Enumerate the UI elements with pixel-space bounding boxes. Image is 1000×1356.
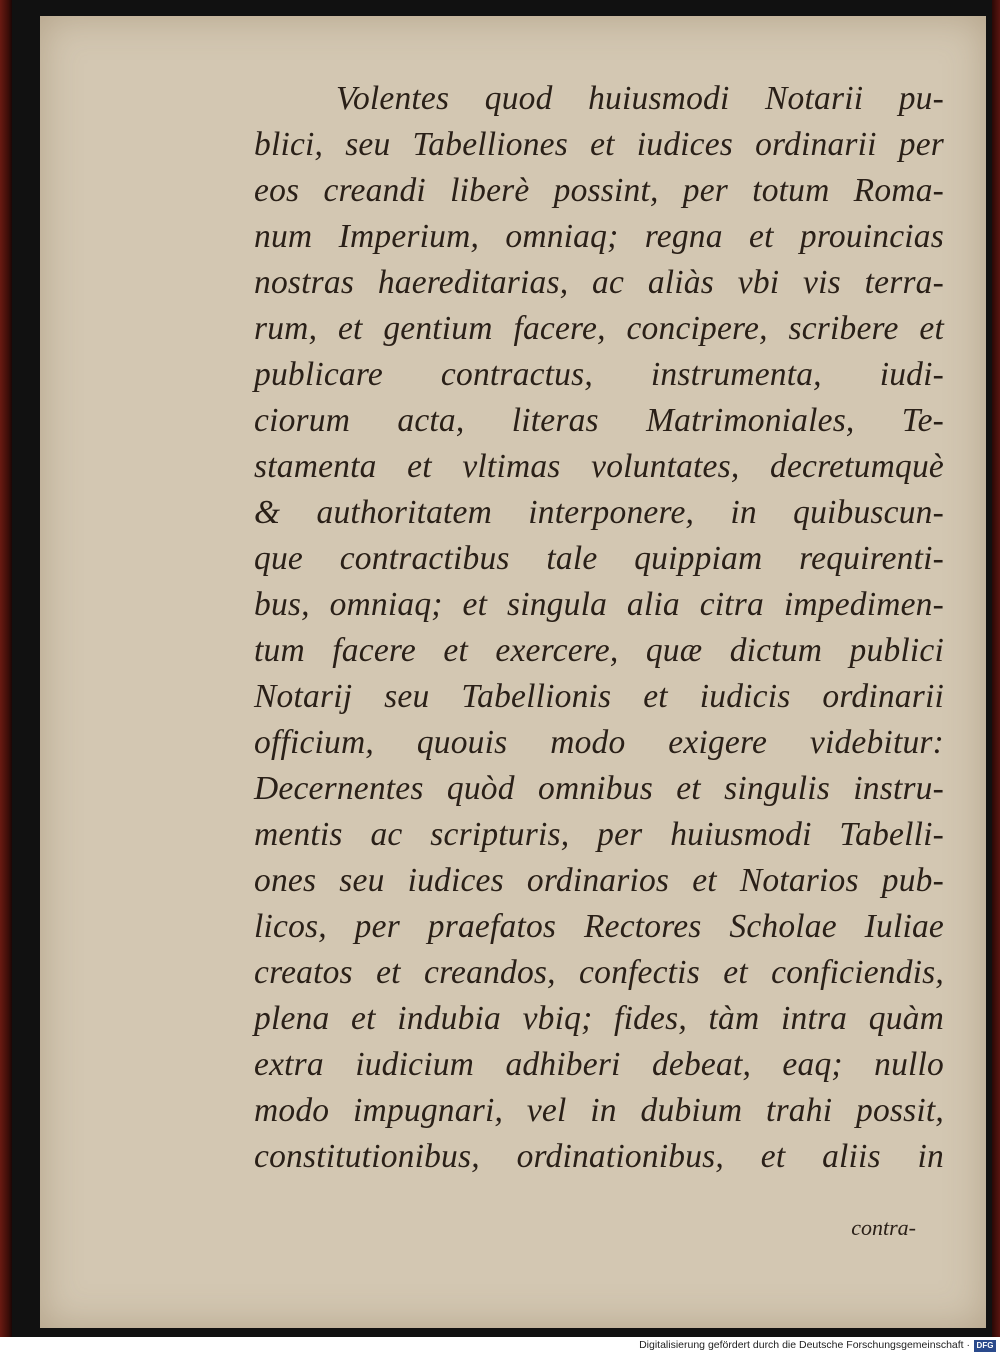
text-line: que contractibus tale quippiam requirenti- — [254, 540, 944, 577]
funding-notice: Digitalisierung gefördert durch die Deutsche Forschungsgemeinschaft · — [639, 1339, 970, 1351]
book-page — [40, 16, 986, 1328]
text-line: bus, omniaq; et singula alia citra impedimen- — [254, 586, 944, 623]
text-line: modo impugnari, vel in dubium trahi possit, — [254, 1092, 944, 1129]
footer-bar — [0, 1337, 1000, 1356]
text-line: constitutionibus, ordinationibus, et aliis in — [254, 1138, 944, 1175]
text-line: Notarij seu Tabellionis et iudicis ordinarii — [254, 678, 944, 715]
text-line: tum facere et exercere, quæ dictum publici — [254, 632, 944, 669]
text-line: Volentes quod huiusmodi Notarii pu- — [336, 80, 944, 117]
catchword: contra- — [851, 1215, 916, 1240]
text-line: Decernentes quòd omnibus et singulis instru- — [254, 770, 944, 807]
text-line: num Imperium, omniaq; regna et prouincias — [254, 218, 944, 255]
text-line: ciorum acta, literas Matrimoniales, Te- — [254, 402, 944, 439]
text-line: licos, per praefatos Rectores Scholae Iuliae — [254, 908, 944, 945]
text-line: ones seu iudices ordinarios et Notarios pub- — [254, 862, 944, 899]
text-line: plena et indubia vbiq; fides, tàm intra quàm — [254, 1000, 944, 1037]
text-line: & authoritatem interponere, in quibuscun- — [254, 494, 944, 531]
text-line: blici, seu Tabelliones et iudices ordinarii per — [254, 126, 944, 163]
text-line: extra iudicium adhiberi debeat, eaq; nullo — [254, 1046, 944, 1083]
text-line: publicare contractus, instrumenta, iudi- — [254, 356, 944, 393]
dfg-logo-icon: DFG — [974, 1340, 996, 1352]
book-edge-left — [0, 0, 12, 1337]
text-line: stamenta et vltimas voluntates, decretumquè — [254, 448, 944, 485]
text-line: officium, quouis modo exigere videbitur: — [254, 724, 944, 761]
text-line: nostras haereditarias, ac aliàs vbi vis terra- — [254, 264, 944, 301]
text-line: rum, et gentium facere, concipere, scribere et — [254, 310, 944, 347]
book-edge-right — [992, 0, 1000, 1337]
text-line: eos creandi liberè possint, per totum Roma- — [254, 172, 944, 209]
text-line: creatos et creandos, confectis et conficiendis, — [254, 954, 944, 991]
body-text — [254, 76, 944, 1180]
text-line: mentis ac scripturis, per huiusmodi Tabelli- — [254, 816, 944, 853]
